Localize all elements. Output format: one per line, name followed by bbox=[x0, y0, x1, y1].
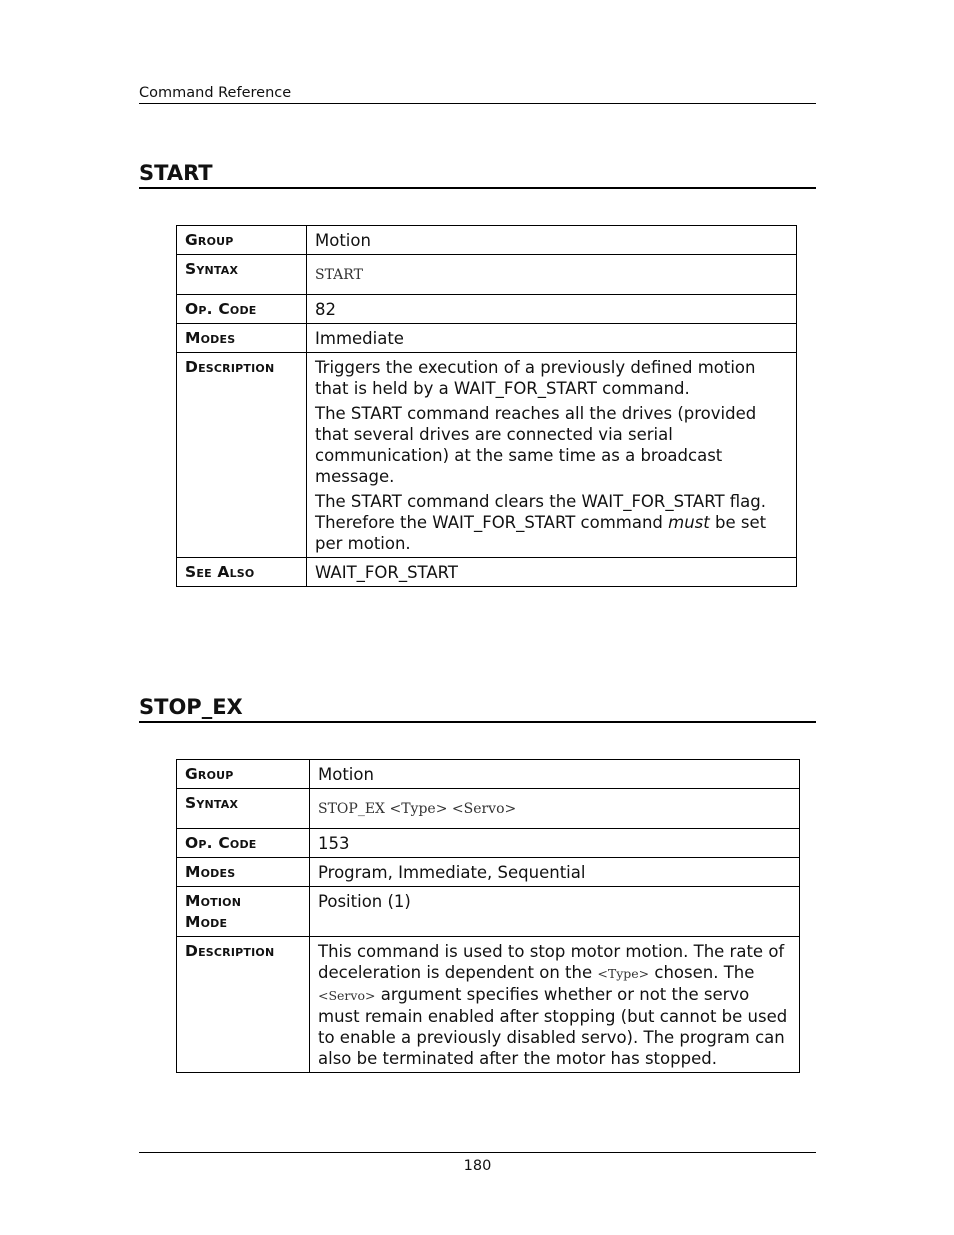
see-also-value: WAIT_FOR_START bbox=[307, 558, 797, 587]
description-paragraph: The START command clears the WAIT_FOR_START flag. Therefore the WAIT_FOR_START command must be set per motion. bbox=[315, 492, 767, 553]
page-number: 180 bbox=[139, 1152, 816, 1176]
opcode-label: Op. Code bbox=[177, 829, 310, 858]
table-row bbox=[177, 558, 797, 587]
group-label: Group bbox=[177, 760, 310, 789]
table-row bbox=[177, 858, 800, 887]
table-row bbox=[177, 295, 797, 324]
description-value bbox=[307, 353, 797, 558]
description-paragraph: The START command reaches all the drives (provided that several drives are connected via serial communication) at the same time as a broadcast message. bbox=[315, 404, 757, 486]
see-also-label: See Also bbox=[177, 558, 307, 587]
start-command-table bbox=[176, 225, 797, 587]
opcode-value: 153 bbox=[310, 829, 800, 858]
modes-value: Immediate bbox=[307, 324, 797, 353]
modes-label: Modes bbox=[177, 324, 307, 353]
description-label: Description bbox=[177, 353, 307, 558]
table-row bbox=[177, 789, 800, 829]
table-row bbox=[177, 255, 797, 295]
syntax-value: STOP_EX <Type> <Servo> bbox=[318, 801, 517, 817]
table-row bbox=[177, 353, 797, 558]
syntax-value: START bbox=[315, 267, 363, 283]
table-row bbox=[177, 937, 800, 1073]
syntax-label: Syntax bbox=[177, 789, 310, 829]
emphasis-text: must bbox=[668, 513, 710, 532]
modes-value: Program, Immediate, Sequential bbox=[310, 858, 800, 887]
group-value: Motion bbox=[307, 226, 797, 255]
opcode-value: 82 bbox=[307, 295, 797, 324]
type-argument-code: <Type> bbox=[597, 966, 650, 981]
description-paragraph: Triggers the execution of a previously defined motion that is held by a WAIT_FOR_START command. bbox=[315, 358, 756, 398]
motion-mode-value: Position (1) bbox=[310, 887, 800, 937]
section-title-stop-ex: STOP_EX bbox=[139, 694, 816, 723]
running-header: Command Reference bbox=[139, 84, 816, 104]
description-value: This command is used to stop motor motion. The rate of deceleration is dependent on the <Type> chosen. The <Servo> argument specifies whether or not the servo must remain enabled after stopping (but cannot be used to enable a previously disabled servo). The program can also be terminated after the motor has stopped. bbox=[310, 937, 800, 1073]
opcode-label: Op. Code bbox=[177, 295, 307, 324]
section-title-start: START bbox=[139, 160, 816, 189]
group-value: Motion bbox=[310, 760, 800, 789]
syntax-label: Syntax bbox=[177, 255, 307, 295]
stop-ex-command-table bbox=[176, 759, 800, 1073]
servo-argument-code: <Servo> bbox=[318, 988, 376, 1003]
modes-label: Modes bbox=[177, 858, 310, 887]
table-row bbox=[177, 760, 800, 789]
table-row bbox=[177, 829, 800, 858]
table-row bbox=[177, 226, 797, 255]
group-label: Group bbox=[177, 226, 307, 255]
motion-mode-label: Motion Mode bbox=[177, 887, 310, 937]
description-label: Description bbox=[177, 937, 310, 1073]
table-row bbox=[177, 887, 800, 937]
table-row bbox=[177, 324, 797, 353]
